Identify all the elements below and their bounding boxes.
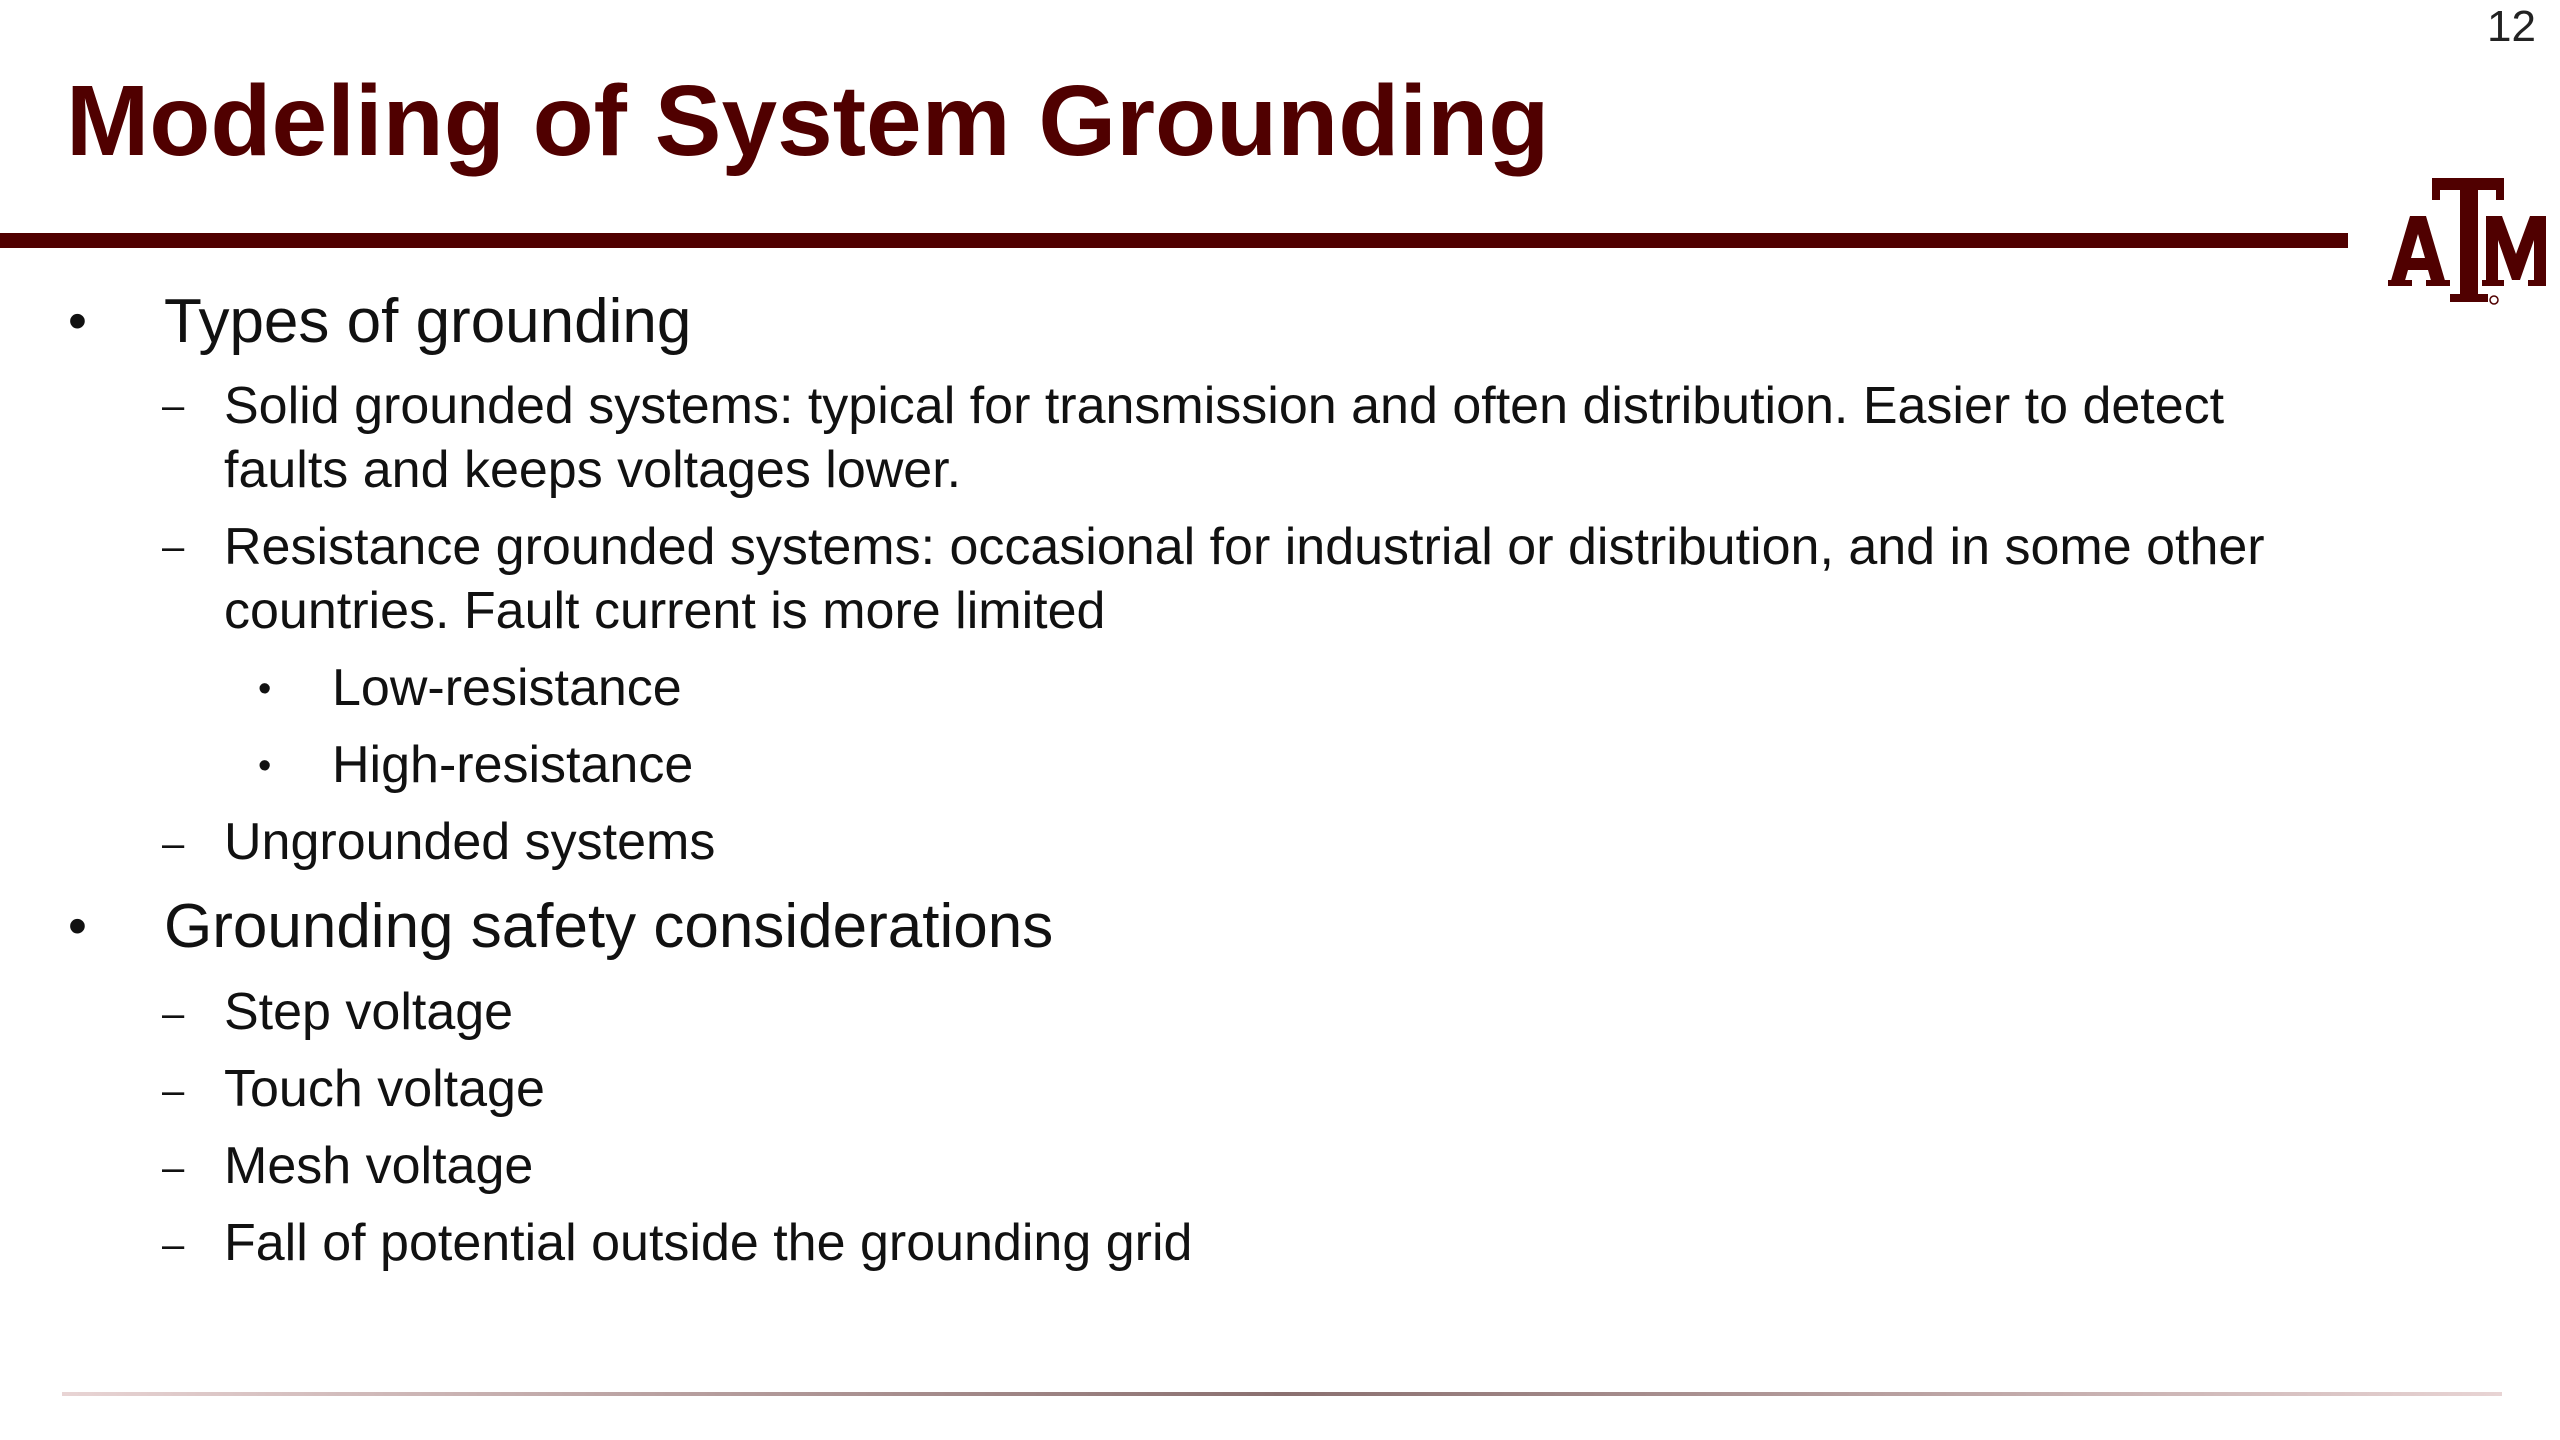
sub-bullet-line: countries. Fault current is more limited <box>224 582 1106 640</box>
dash-marker: – <box>162 1069 185 1113</box>
dash-marker: – <box>162 525 185 569</box>
dash-marker: – <box>162 1223 185 1267</box>
sub-bullet-text: Fall of potential outside the grounding grid <box>224 1214 1193 1272</box>
sub-bullet-line: Solid grounded systems: typical for transmission and often distribution. Easier to detect <box>224 377 2225 435</box>
dash-marker: – <box>162 1146 185 1190</box>
sub-sub-bullet-low-resistance <box>258 658 682 718</box>
sub-bullet-step-voltage <box>162 982 514 1042</box>
page-number: 12 <box>2487 2 2536 51</box>
sub-bullet-ungrounded <box>162 812 716 872</box>
slide-title: Modeling of System Grounding <box>66 65 1550 177</box>
sub-bullet-solid-grounded <box>162 374 2225 502</box>
section-heading: Grounding safety considerations <box>164 892 1054 961</box>
bullet-marker: • <box>258 745 272 787</box>
sub-bullet-line: faults and keeps voltages lower. <box>224 441 962 499</box>
sub-bullet-text: Ungrounded systems <box>224 813 716 871</box>
dash-marker: – <box>162 384 185 428</box>
bullet-marker: • <box>258 668 272 710</box>
sub-bullet-text: Mesh voltage <box>224 1137 534 1195</box>
title-divider <box>0 233 2348 248</box>
sub-bullet-fall-of-potential <box>162 1213 1193 1273</box>
sub-bullet-touch-voltage <box>162 1059 545 1119</box>
sub-sub-bullet-text: Low-resistance <box>332 659 682 717</box>
sub-bullet-resistance-grounded <box>162 515 2265 643</box>
sub-bullet-text: Touch voltage <box>224 1060 545 1118</box>
sub-sub-bullet-text: High-resistance <box>332 736 694 794</box>
dash-marker: – <box>162 822 185 866</box>
dash-marker: – <box>162 992 185 1036</box>
sub-bullet-line: Resistance grounded systems: occasional for industrial or distribution, and in some other <box>224 518 2265 576</box>
sub-bullet-text: Step voltage <box>224 983 514 1041</box>
sub-bullet-mesh-voltage <box>162 1136 534 1196</box>
bullet-marker: • <box>68 291 87 351</box>
bullet-grounding-safety <box>68 891 1054 962</box>
sub-sub-bullet-high-resistance <box>258 735 694 795</box>
bullet-marker: • <box>68 896 87 956</box>
section-heading: Types of grounding <box>164 287 692 356</box>
footer-divider <box>62 1392 2502 1396</box>
texas-am-logo <box>2388 176 2546 306</box>
bullet-types-of-grounding <box>68 286 692 357</box>
